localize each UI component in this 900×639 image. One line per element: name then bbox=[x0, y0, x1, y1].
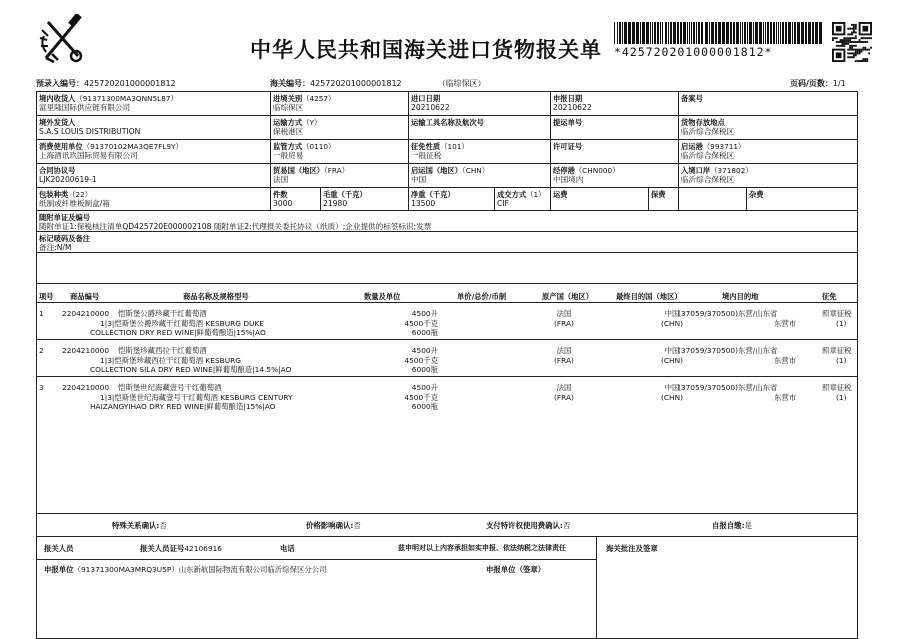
item-origin: 法国 bbox=[556, 383, 572, 392]
item-goods-name-line: COLLECTION SILA DRY RED WINE|鲜葡萄酿造|14.5%|AO bbox=[90, 365, 292, 375]
marks-cell: 标记唛码及备注 备注:N/M bbox=[39, 234, 91, 252]
item-goods-name-line: 1|3|恺斯堡珍藏西拉干红葡萄酒 KESBURG bbox=[100, 355, 241, 365]
item-no: 1 bbox=[39, 309, 44, 318]
item-destination: 中国 bbox=[664, 309, 680, 318]
item-hs-code: 2204210000 bbox=[62, 383, 110, 392]
item-goods-name-line: 恺斯堡公爵珍藏干红葡萄酒 bbox=[118, 309, 207, 318]
item-hs-code: 2204210000 bbox=[62, 346, 110, 355]
contract-cell: 合同协议号 LJK20200619-1 bbox=[39, 166, 97, 184]
item-goods-name-line: COLLECTION DRY RED WINE|鲜葡萄酿造|15%|AO bbox=[90, 328, 266, 338]
license-cell: 许可证号 bbox=[553, 142, 583, 151]
item-goods-name-line: HAIZANGYIHAO DRY RED WINE|鲜葡萄酿造|15%|AO bbox=[90, 402, 276, 412]
barcode-icon bbox=[614, 22, 824, 44]
item-domestic-dest: (37059/370500)东营/山东省 bbox=[678, 309, 778, 318]
legal-statement: 兹申明对以上内容承担如实申报、依法纳税之法律责任 bbox=[398, 544, 566, 552]
item-levy-code: (1) bbox=[836, 392, 847, 402]
item-quantity-line: 6000瓶 bbox=[411, 402, 438, 412]
import-date-cell: 进口日期 20210622 bbox=[411, 94, 450, 112]
item-origin: 法国 bbox=[556, 346, 572, 355]
consumer-cell: 消费使用单位（91370102MA3QE7FL9Y） 上海酒讯玖国际贸易有限公司 bbox=[39, 142, 183, 160]
col-quantity: 数量及单位 bbox=[364, 292, 401, 301]
item-destination-code: (CHN) bbox=[660, 392, 683, 402]
col-destination: 最终目的国（地区） bbox=[616, 292, 682, 301]
customs-number: 海关编号：425720201000001812 （临综保区） bbox=[270, 79, 486, 88]
item-quantity-line: 4500千克 bbox=[404, 318, 438, 328]
item-destination: 中国 bbox=[664, 346, 680, 355]
storage-cell: 货物存放地点 临沂综合保税区 bbox=[681, 118, 735, 136]
package-cell: 包装种类（22） 纸制或纤维板制盒/箱 bbox=[39, 190, 110, 208]
item-quantity-line: 4500升 bbox=[411, 309, 438, 318]
transport-cell: 运输方式（Y） 保税港区 bbox=[273, 118, 322, 136]
unit-seal: 申报单位（签章） bbox=[486, 565, 546, 574]
declarant-cert: 报关人员证号42106916 bbox=[140, 544, 222, 553]
consignee-cell: 境内收货人（91371300MA3QNN5L87） 富里隆国际供应链有限公司 bbox=[39, 94, 178, 112]
item-levy: 照章征税 bbox=[822, 346, 852, 355]
misc-fee-cell: 杂费 bbox=[749, 190, 764, 199]
supervision-cell: 监管方式（0110） 一般贸易 bbox=[273, 142, 336, 160]
col-goods-name: 商品名称及规格型号 bbox=[183, 292, 249, 301]
form-title: 中华人民共和国海关进口货物报关单 bbox=[250, 38, 602, 62]
entry-port-cell: 入境口岸（371802） 临沂综合保税区 bbox=[681, 166, 753, 184]
gross-weight-cell: 毛重（千克） 21980 bbox=[323, 190, 367, 208]
item-domestic-city: 东营市 bbox=[774, 318, 797, 328]
barcode-text: *425720201000001812* bbox=[614, 45, 773, 59]
item-destination: 中国 bbox=[664, 383, 680, 392]
item-hs-code: 2204210000 bbox=[62, 309, 110, 318]
transit-port-cell: 经停港（CHN000） 中国境内 bbox=[553, 166, 620, 184]
item-levy-code: (1) bbox=[836, 318, 847, 328]
item-origin-code: (FRA) bbox=[554, 318, 574, 328]
item-no: 2 bbox=[39, 346, 44, 355]
origin-country-cell: 启运国（地区）（CHN） 中国 bbox=[411, 166, 490, 184]
declarant: 报关人员 bbox=[44, 544, 74, 553]
item-destination-code: (CHN) bbox=[660, 318, 683, 328]
freight-cell: 运费 bbox=[553, 190, 568, 199]
item-domestic-dest: (37059/370500)东营/山东省 bbox=[678, 383, 778, 392]
item-levy-code: (1) bbox=[836, 355, 847, 365]
item-origin-code: (FRA) bbox=[554, 355, 574, 365]
form-grid bbox=[36, 91, 858, 639]
item-quantity-line: 4500千克 bbox=[404, 355, 438, 365]
item-domestic-dest: (37059/370500)东营/山东省 bbox=[678, 346, 778, 355]
page-count: 页码/页数：1/1 bbox=[790, 79, 846, 88]
col-item-no: 项号 bbox=[39, 292, 54, 301]
phone: 电话 bbox=[280, 544, 295, 553]
item-levy: 照章征税 bbox=[822, 309, 852, 318]
item-levy: 照章征税 bbox=[822, 383, 852, 392]
customs-approval: 海关批注及签章 bbox=[606, 544, 658, 553]
entry-customs-cell: 进境关别（4257） 临综保区 bbox=[273, 94, 336, 112]
trade-country-cell: 贸易国（地区）（FRA） 法国 bbox=[273, 166, 349, 184]
deal-mode-cell: 成交方式（1） CIF bbox=[497, 190, 546, 208]
item-quantity-line: 6000瓶 bbox=[411, 365, 438, 375]
vessel-cell: 运输工具名称及航次号 bbox=[411, 118, 484, 127]
royalty-confirm: 支付特许权使用费确认:否 bbox=[486, 521, 571, 530]
item-goods-name-line: 1|3|恺斯堡世纪海藏壹号干红葡萄酒 KESBURG CENTURY bbox=[100, 392, 293, 402]
qr-code-icon bbox=[832, 22, 872, 62]
col-price: 单价/总价/币制 bbox=[457, 292, 507, 301]
net-weight-cell: 净重（千克） 13500 bbox=[411, 190, 455, 208]
item-no: 3 bbox=[39, 383, 44, 392]
special-relation-confirm: 特殊关系确认:否 bbox=[112, 521, 167, 530]
item-destination-code: (CHN) bbox=[660, 355, 683, 365]
insurance-cell: 保费 bbox=[651, 190, 666, 199]
docs-cell: 随附单证及编号 随附单证1:保税核注清单QD425720E000002108 随附单证2:代理报关委托协议（纸质）;企业提供的标签标识;发票 bbox=[39, 213, 432, 231]
col-domestic-dest: 境内目的地 bbox=[722, 292, 759, 301]
bl-cell: 提运单号 bbox=[553, 118, 583, 127]
item-origin-code: (FRA) bbox=[554, 392, 574, 402]
item-goods-name-line: 恺斯堡珍藏西拉干红葡萄酒 bbox=[118, 346, 207, 355]
item-quantity-line: 4500千克 bbox=[404, 392, 438, 402]
pieces-cell: 件数 3000 bbox=[273, 190, 293, 208]
col-hs-code: 商品编号 bbox=[70, 292, 100, 301]
self-declare-confirm: 自报自缴:是 bbox=[712, 521, 752, 530]
departure-port-cell: 启运港（993711） 临沂综合保税区 bbox=[681, 142, 746, 160]
declare-date-cell: 申报日期 20210622 bbox=[553, 94, 592, 112]
customs-emblem-icon bbox=[36, 14, 88, 66]
item-domestic-city: 东营市 bbox=[774, 355, 797, 365]
item-domestic-city: 东营市 bbox=[774, 392, 797, 402]
col-levy: 征免 bbox=[822, 292, 837, 301]
item-quantity-line: 4500升 bbox=[411, 346, 438, 355]
item-quantity-line: 4500升 bbox=[411, 383, 438, 392]
item-goods-name-line: 恺斯堡世纪海藏壹号干红葡萄酒 bbox=[118, 383, 222, 392]
levy-nature-cell: 征免性质（101） 一般征税 bbox=[411, 142, 469, 160]
item-goods-name-line: 1|3|恺斯堡公爵珍藏干红葡萄酒 KESBURG DUKE bbox=[100, 318, 264, 328]
price-influence-confirm: 价格影响确认:否 bbox=[306, 521, 361, 530]
item-origin: 法国 bbox=[556, 309, 572, 318]
shipper-cell: 境外发货人 S.A.S LOUIS DISTRIBUTION bbox=[39, 118, 141, 136]
item-quantity-line: 6000瓶 bbox=[411, 328, 438, 338]
declaring-unit: 申报单位（91371300MA3MRQ3U5P）山东新航国际物流有限公司临沂综保区分公司 bbox=[44, 565, 327, 574]
preentry-number: 预录入编号：425720201000001812 bbox=[36, 79, 176, 88]
col-origin: 原产国（地区） bbox=[542, 292, 594, 301]
record-no-cell: 备案号 bbox=[681, 94, 703, 103]
